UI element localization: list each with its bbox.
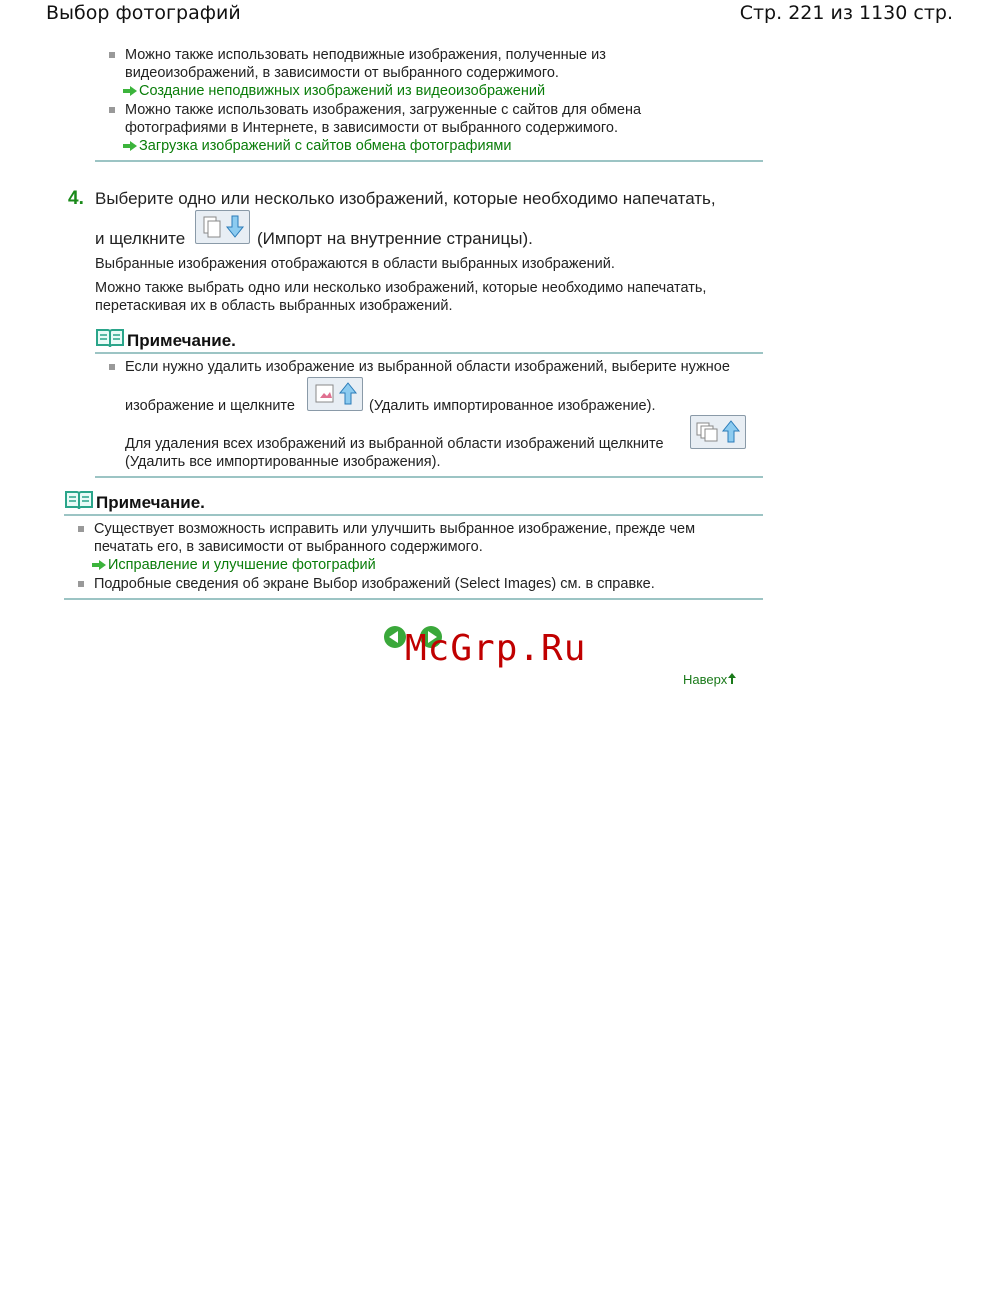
delete-all-imported-button[interactable] (690, 415, 746, 449)
list-item-text: видеоизображений, в зависимости от выбранного содержимого. (125, 65, 559, 81)
bullet (78, 526, 84, 532)
book-icon (96, 328, 124, 348)
book-icon (65, 490, 93, 510)
bullet (78, 581, 84, 587)
note-heading: Примечание. (96, 493, 205, 512)
link-correct-enhance-photos[interactable]: Исправление и улучшение фотографий (108, 557, 376, 573)
green-arrow-icon (92, 560, 106, 570)
note-text: Если нужно удалить изображение из выбранной области изображений, выберите нужное (125, 359, 730, 375)
paragraph: Выбранные изображения отображаются в области выбранных изображений. (95, 256, 615, 272)
step-text: и щелкните (95, 229, 186, 248)
bullet (109, 364, 115, 370)
divider (95, 352, 763, 354)
page-counter: Стр. 221 из 1130 стр. (739, 2, 953, 24)
import-pages-icon (196, 211, 249, 243)
delete-all-images-icon (691, 416, 745, 448)
list-item-text: Можно также использовать изображения, загруженные с сайтов для обмена (125, 102, 642, 118)
note-text: (Удалить все импортированные изображения). (125, 454, 441, 470)
divider (95, 160, 763, 162)
link-stills-from-video[interactable]: Создание неподвижных изображений из видеоизображений (139, 83, 546, 99)
green-arrow-icon (123, 141, 137, 151)
delete-imported-button[interactable] (307, 377, 363, 411)
bullet (109, 52, 115, 58)
link-row[interactable] (123, 137, 511, 155)
step-text: Выберите одно или несколько изображений, которые необходимо напечатать, (95, 189, 716, 208)
note-text: Подробные сведения об экране Выбор изображений (Select Images) см. в справке. (94, 576, 655, 592)
paragraph: перетаскивая их в область выбранных изображений. (95, 298, 453, 314)
note-text: печатать его, в зависимости от выбранного содержимого. (94, 539, 483, 555)
list-item-text: Можно также использовать неподвижные изображения, полученные из (125, 47, 606, 63)
import-button[interactable] (195, 210, 250, 244)
note-text: Существует возможность исправить или улучшить выбранное изображение, прежде чем (94, 521, 696, 537)
link-row[interactable] (92, 556, 376, 574)
back-to-top-link[interactable] (683, 671, 737, 689)
step-number: 4. (68, 188, 84, 209)
divider (64, 598, 763, 600)
prev-arrow-icon[interactable] (383, 625, 407, 649)
note-heading: Примечание. (127, 331, 236, 350)
paragraph: Можно также выбрать одно или несколько изображений, которые необходимо напечатать, (95, 280, 707, 296)
link-photo-sharing-download[interactable]: Загрузка изображений с сайтов обмена фотографиями (139, 138, 512, 154)
divider (95, 476, 763, 478)
document-title: Выбор фотографий (46, 2, 241, 24)
divider (64, 514, 763, 516)
watermark: McGrp.Ru (405, 628, 587, 669)
delete-image-icon (308, 378, 362, 410)
step-text: (Импорт на внутренние страницы). (257, 229, 533, 248)
list-item-text: фотографиями в Интернете, в зависимости от выбранного содержимого. (125, 120, 618, 136)
note-text: изображение и щелкните (125, 398, 295, 414)
link-row[interactable] (123, 82, 545, 100)
note-text: Для удаления всех изображений из выбранной области изображений щелкните (125, 436, 664, 452)
green-arrow-icon (123, 86, 137, 96)
back-to-top-label: Наверх (683, 672, 728, 687)
up-arrow-icon (727, 672, 737, 685)
note-text: (Удалить импортированное изображение). (369, 398, 656, 414)
bullet (109, 107, 115, 113)
